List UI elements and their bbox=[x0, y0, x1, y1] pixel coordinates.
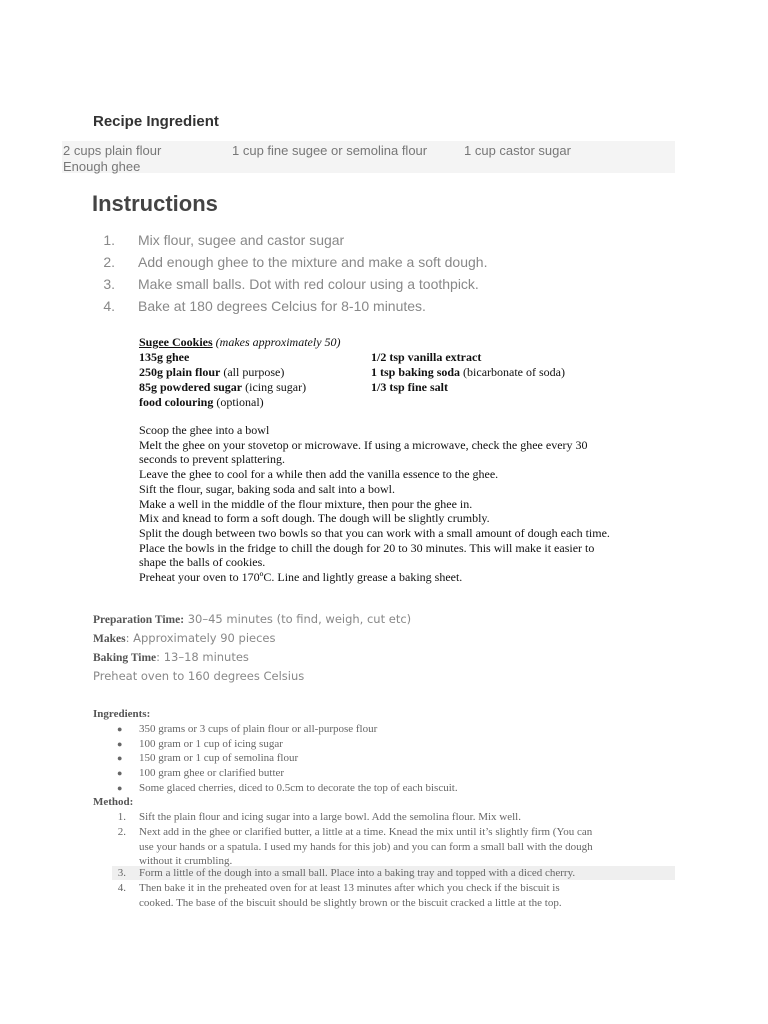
makes-label: Makes bbox=[93, 633, 126, 645]
ingredient-note: (bicarbonate of soda) bbox=[460, 365, 565, 379]
ingredient-amount: 1/3 tsp fine salt bbox=[371, 380, 449, 394]
method-number: 1. bbox=[117, 811, 126, 823]
method-text bbox=[139, 881, 562, 910]
method-text bbox=[139, 810, 521, 825]
ingredient-list-item bbox=[0, 766, 768, 781]
ingredient-text: 350 grams or 3 cups of plain flour or all-purpose flour bbox=[139, 723, 378, 735]
ingredient-amount: 250g plain flour bbox=[139, 365, 221, 379]
step-number: 2. bbox=[103, 254, 115, 270]
step-text: Mix flour, sugee and castor sugar bbox=[138, 232, 345, 248]
method-line: Then bake it in the preheated oven for at least 13 minutes after which you check if the biscuit is bbox=[139, 882, 560, 894]
step-number: 3. bbox=[103, 276, 115, 292]
step-line: Mix and knead to form a soft dough. The dough will be slightly crumbly. bbox=[139, 511, 490, 526]
baking-time-label: Baking Time bbox=[93, 652, 157, 664]
ingredient-line bbox=[139, 365, 284, 380]
step-line: Melt the ghee on your stovetop or microwave. If using a microwave, check the ghee every 30 bbox=[139, 437, 588, 452]
instructions-heading: Instructions bbox=[92, 191, 218, 216]
ingredient-note: (all purpose) bbox=[220, 365, 285, 379]
step-line: Sift the flour, sugar, baking soda and salt into a bowl. bbox=[139, 481, 395, 496]
method-text bbox=[139, 866, 575, 881]
baking-time-value: : 13–18 minutes bbox=[156, 650, 249, 664]
step-line: Leave the ghee to cool for a while then add the vanilla essence to the ghee. bbox=[139, 467, 499, 482]
step-number: 1. bbox=[103, 232, 115, 248]
ingredient-amount: 135g ghee bbox=[139, 350, 190, 364]
ingredient-list-item bbox=[0, 781, 768, 796]
prep-time-value: 30–45 minutes (to find, weigh, cut etc) bbox=[184, 612, 412, 626]
ingredient-line bbox=[371, 350, 481, 365]
preheat-note bbox=[93, 669, 304, 683]
step-line: Make a well in the middle of the flour mixture, then pour the ghee in. bbox=[139, 496, 473, 511]
prep-time-label: Preparation Time: bbox=[93, 614, 185, 626]
ingredient-line bbox=[139, 380, 306, 395]
bullet-icon: ● bbox=[117, 724, 123, 734]
prep-time bbox=[93, 612, 411, 626]
ingredient-amount: 85g powdered sugar bbox=[139, 380, 243, 394]
method-number: 3. bbox=[117, 867, 126, 879]
ingredients-heading: Ingredients: bbox=[93, 708, 151, 720]
method-number: 2. bbox=[117, 826, 126, 838]
step-text: Make small balls. Dot with red colour using a toothpick. bbox=[138, 276, 479, 292]
step-line: Place the bowls in the fridge to chill the dough for 20 to 30 minutes. This will make it easier to bbox=[139, 540, 595, 555]
sugee-cookies-header bbox=[139, 335, 341, 350]
preheat-text: Preheat oven to 160 degrees Celsius bbox=[93, 669, 305, 683]
recipe-ingredient-title: Recipe Ingredient bbox=[93, 113, 219, 130]
method-number: 4. bbox=[117, 882, 126, 894]
makes bbox=[93, 631, 276, 645]
ingredient-amount: food colouring bbox=[139, 395, 214, 409]
method-line: Sift the plain flour and icing sugar into a large bowl. Add the semolina flour. Mix well. bbox=[139, 811, 521, 823]
sugee-cookies-yield: (makes approximately 50) bbox=[215, 335, 341, 349]
ingredient-item: 1 cup fine sugee or semolina flour bbox=[232, 143, 428, 158]
ingredient-list-item bbox=[0, 751, 768, 766]
step-line: seconds to prevent splattering. bbox=[139, 452, 285, 467]
bullet-icon: ● bbox=[117, 768, 123, 778]
ingredient-note: (icing sugar) bbox=[242, 380, 307, 394]
method-heading: Method: bbox=[93, 796, 134, 808]
ingredient-line bbox=[371, 365, 565, 380]
bullet-icon: ● bbox=[117, 753, 123, 763]
ingredient-item: Enough ghee bbox=[63, 159, 141, 174]
method-line: without it crumbling. bbox=[139, 855, 233, 867]
step-line: Preheat your oven to 170ºC. Line and lightly grease a baking sheet. bbox=[139, 570, 463, 585]
ingredient-text: 150 gram or 1 cup of semolina flour bbox=[139, 752, 299, 764]
method-line: cooked. The base of the biscuit should be slightly brown or the biscuit cracked a little at the top. bbox=[139, 896, 562, 909]
ingredient-amount: 1/2 tsp vanilla extract bbox=[371, 350, 482, 364]
sugee-cookies-title: Sugee Cookies bbox=[139, 335, 213, 349]
ingredient-note: (optional) bbox=[213, 395, 264, 409]
ingredient-text: 100 gram or 1 cup of icing sugar bbox=[139, 737, 283, 750]
ingredient-amount: 1 tsp baking soda bbox=[371, 365, 461, 379]
step-number: 4. bbox=[103, 298, 115, 314]
bullet-icon: ● bbox=[117, 783, 123, 793]
ingredient-line bbox=[139, 395, 264, 410]
baking-time bbox=[93, 650, 249, 664]
method-text bbox=[139, 825, 675, 869]
method-line: Form a little of the dough into a small ball. Place into a baking tray and topped with a diced cherry. bbox=[139, 867, 576, 879]
makes-value: : Approximately 90 pieces bbox=[125, 631, 276, 645]
step-text: Bake at 180 degrees Celcius for 8-10 minutes. bbox=[138, 298, 426, 314]
ingredient-line bbox=[139, 350, 189, 365]
method-line: use your hands or a spatula. I used my hands for this job) and you can form a small ball with the dough bbox=[139, 840, 593, 853]
step-line: Scoop the ghee into a bowl bbox=[139, 423, 270, 437]
ingredient-list-item bbox=[0, 737, 768, 752]
ingredient-item: 2 cups plain flour bbox=[63, 143, 162, 158]
step-line: Split the dough between two bowls so that you can work with a small amount of dough each time. bbox=[139, 525, 610, 540]
sugee-steps bbox=[139, 423, 610, 585]
ingredient-item: 1 cup castor sugar bbox=[464, 143, 571, 158]
bullet-icon: ● bbox=[117, 738, 123, 749]
method-line: Next add in the ghee or clarified butter, a little at a time. Knead the mix until it’s slightly firm (You can bbox=[139, 826, 593, 838]
ingredient-text: 100 gram ghee or clarified butter bbox=[139, 767, 285, 779]
ingredient-line bbox=[371, 380, 448, 395]
ingredient-list-item bbox=[0, 722, 768, 737]
step-line: shape the balls of cookies. bbox=[139, 555, 266, 570]
step-text: Add enough ghee to the mixture and make a soft dough. bbox=[138, 254, 488, 270]
ingredient-text: Some glaced cherries, diced to 0.5cm to decorate the top of each biscuit. bbox=[139, 782, 458, 794]
